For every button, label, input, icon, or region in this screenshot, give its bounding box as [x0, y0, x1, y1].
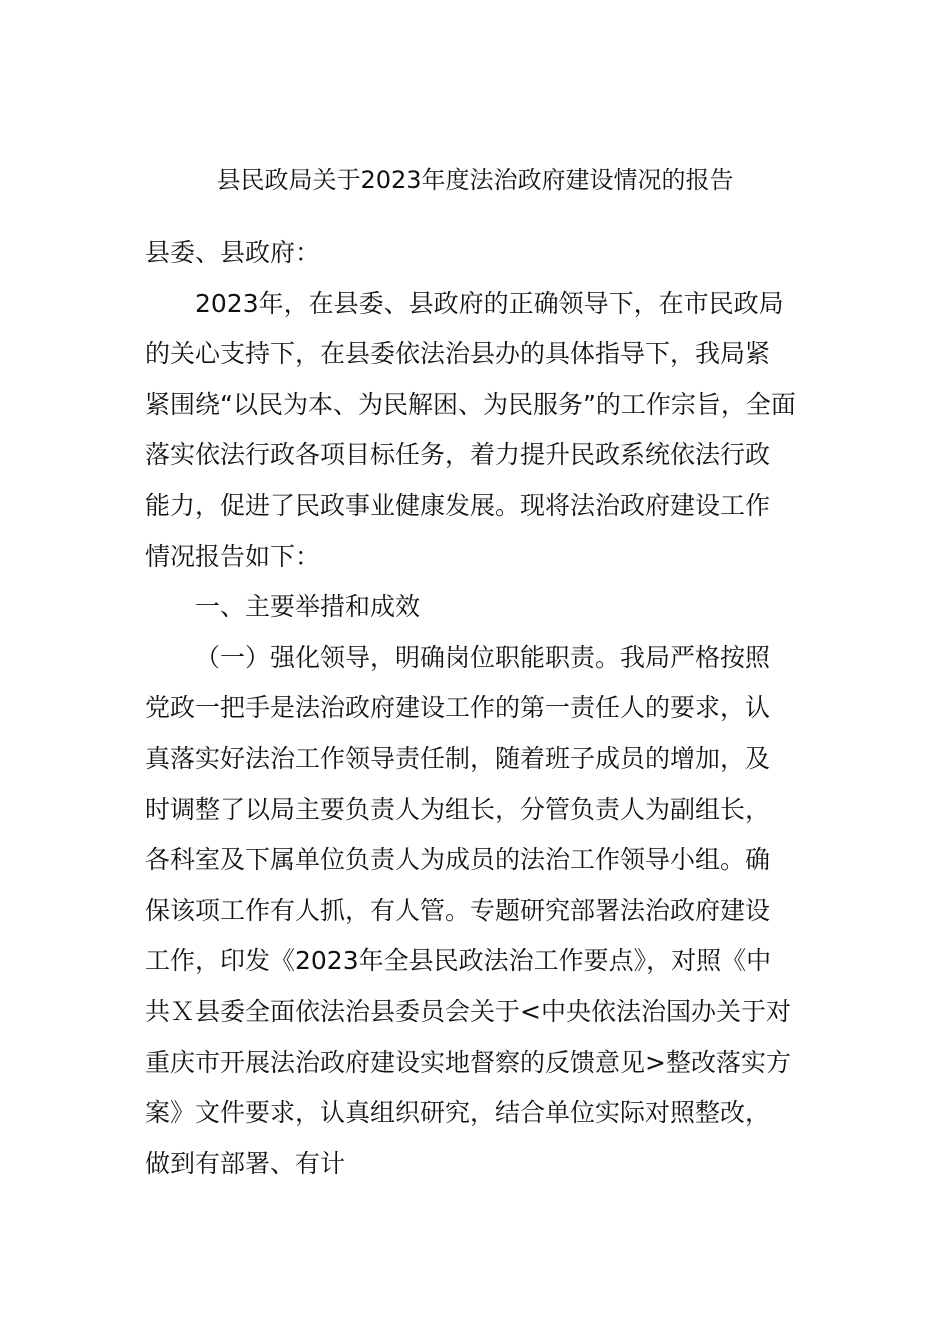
paragraph-line: 做到有部署、有计 — [145, 1148, 346, 1178]
paragraph-line: 落实依法行政各项目标任务，着力提升民政系统依法行政 — [145, 440, 771, 470]
paragraph-line: 真落实好法治工作领导责任制，随着班子成员的增加，及 — [145, 743, 771, 773]
document-body — [145, 228, 810, 1189]
paragraph-line: 党政一把手是法治政府建设工作的第一责任人的要求，认 — [145, 693, 771, 723]
salutation: 县委、县政府： — [145, 238, 321, 267]
document-title: 县民政局关于2023年度法治政府建设情况的报告 — [216, 166, 734, 194]
paragraph-line: （一）强化领导，明确岗位职能职责。我局严格按照 — [195, 642, 771, 672]
paragraph-line: 案》文件要求，认真组织研究，结合单位实际对照整改， — [145, 1098, 771, 1128]
paragraph-line: 能力，促进了民政事业健康发展。现将法治政府建设工作 — [145, 490, 771, 520]
paragraph-line: 共Ｘ县委全面依法治县委员会关于<中央依法治国办关于对 — [145, 996, 791, 1026]
paragraph-line: 各科室及下属单位负责人为成员的法治工作领导小组。确 — [145, 845, 771, 875]
paragraph-line: 的关心支持下，在县委依法治县办的具体指导下，我局紧 — [145, 339, 771, 369]
paragraph-line: 时调整了以局主要负责人为组长，分管负责人为副组长， — [145, 794, 771, 824]
paragraph-line: 重庆市开展法治政府建设实地督察的反馈意见>整改落实方 — [145, 1047, 791, 1077]
paragraph-line: 工作，印发《2023年全县民政法治工作要点》，对照《中 — [145, 946, 772, 976]
paragraph-line: 保该项工作有人抓，有人管。专题研究部署法治政府建设 — [145, 895, 771, 925]
paragraph-line: 2023年，在县委、县政府的正确领导下，在市民政局 — [195, 288, 784, 318]
paragraph-line: 情况报告如下： — [145, 541, 321, 571]
paragraph-line: 紧围绕“以民为本、为民解困、为民服务”的工作宗旨，全面 — [145, 389, 796, 419]
section-heading: 一、主要举措和成效 — [195, 592, 421, 622]
